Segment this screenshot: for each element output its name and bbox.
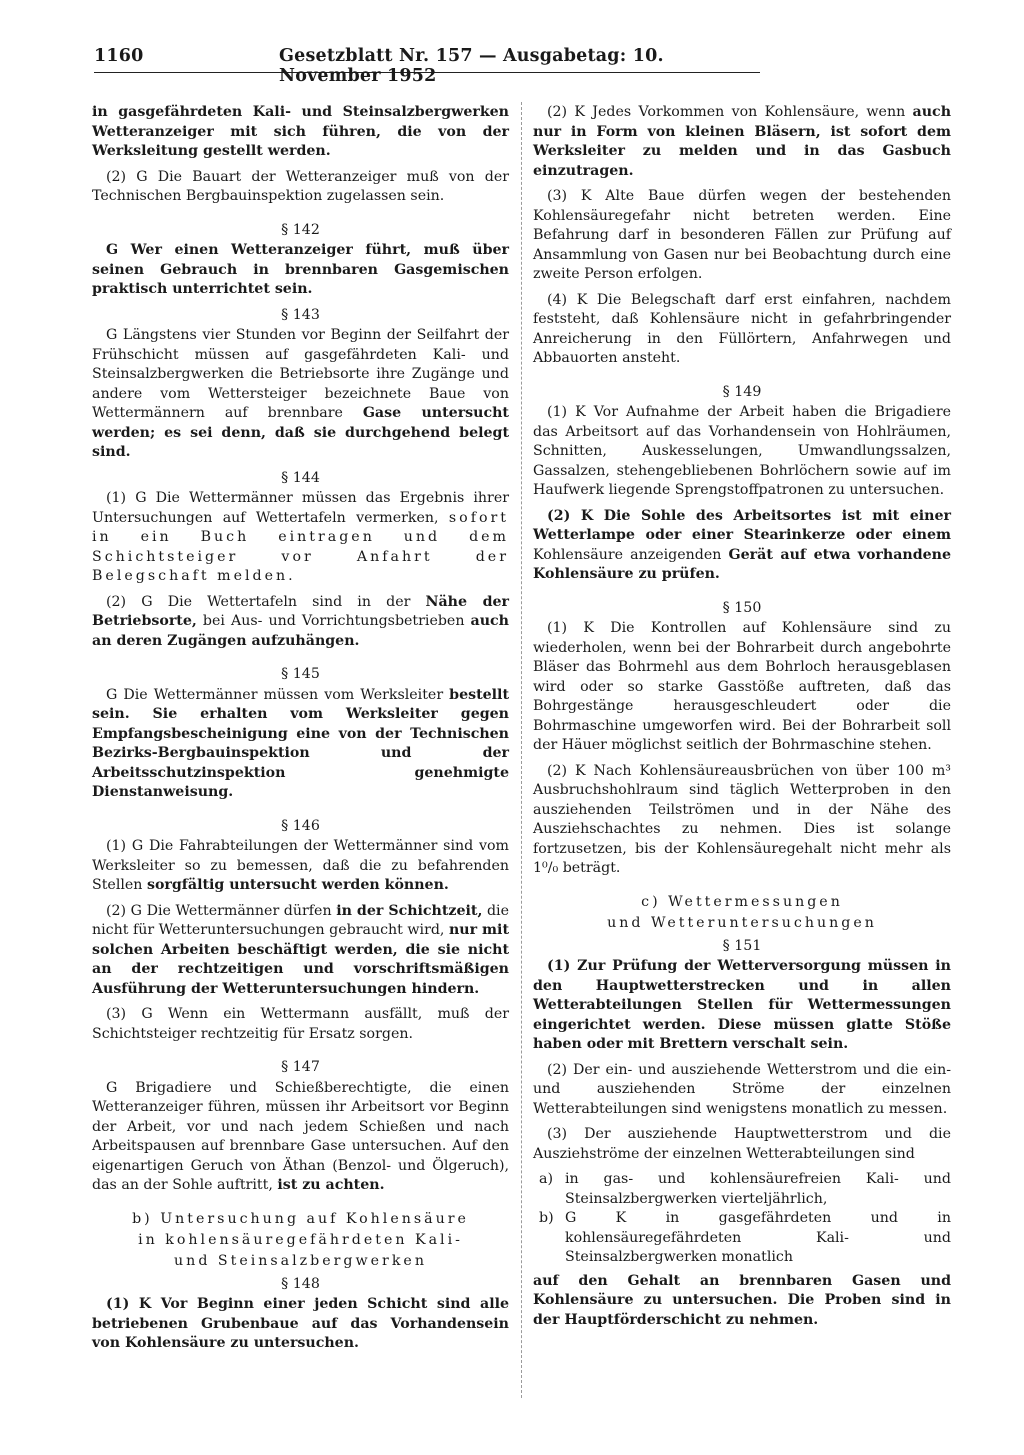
paragraph: in gasgefährdeten Kali- und Steinsalzbergwerken Wetteranzeiger mit sich führen, die von der Werksleitung gestellt werden. — [92, 104, 509, 159]
text-run: ist zu achten. — [277, 1177, 385, 1193]
paragraph: (1) Zur Prüfung der Wetterversorgung müssen in den Hauptwetterstrecken und in allen Wetterabteilungen Stellen für Wettermessungen eingerichtet werden. Diese müssen glatte Stöße haben oder mit Brettern verschalt sein. — [533, 958, 951, 1052]
paragraph: (3) G Wenn ein Wettermann ausfällt, muß der Schichtsteiger rechtzeitig für Ersatz sorgen. — [92, 1006, 509, 1042]
section-heading: § 147 — [281, 1059, 320, 1075]
text-run: in der Schichtzeit, — [336, 902, 483, 919]
subsection-heading: und Wetteruntersuchungen — [607, 914, 877, 931]
text-run: (1) G Die Wettermänner müssen das Ergebnis ihrer Untersuchungen auf Wettertafeln vermerken, — [92, 490, 509, 526]
text-run: G Längstens vier Stunden vor Beginn der Seilfahrt der Frühschicht müssen auf gasgefährdeten Kali- und Steinsalzbergwerken die Betriebsorte ihre Zugänge und andere vom Wettersteiger bezeichnete Baue von Wettermännern auf brennbare — [92, 327, 509, 421]
section-heading: § 146 — [281, 817, 320, 834]
list-item-label: b) — [539, 1210, 554, 1226]
left-column — [92, 103, 509, 1360]
paragraph — [533, 1061, 951, 1120]
text-run: sorgfältig untersucht werden können. — [146, 877, 449, 893]
text-run: (2) G Die Wettermänner dürfen — [106, 902, 332, 919]
text-run: bei Aus- und Vorrichtungsbetrieben — [202, 613, 465, 629]
text-run: (2) G Die Wettertafeln sind in der — [106, 593, 411, 610]
list-item — [533, 1170, 951, 1209]
text-run: G Brigadiere und Schießberechtigte, die einen Wetteranzeiger führen, müssen ihr Arbeitsort vor Beginn der Arbeit, vor und nach jedem Schießen und nach Arbeitspausen auf brennbare Gase untersuchen. Auf den eigenartigen Geruch von Äthan (Benzol- und Ölgeruch), das an der Sohle auftritt, — [92, 1079, 509, 1193]
text-run: Kohlensäure anzeigenden — [533, 546, 722, 563]
text-run: auch nur in Form von kleinen Bläsern, ist sofort dem Werksleiter zu melden und in das Gasbuch einzutragen. — [533, 104, 952, 179]
text-run: bestellt sein. Sie erhalten vom Werksleiter gegen Empfangsbescheinigung eine von der Technischen Bezirks-Bergbauinspektion und der Arbeitsschutzinspektion genehmigte Dienstanweisung. — [92, 686, 510, 800]
right-column — [533, 103, 951, 1336]
gazette-title: Gesetzblatt Nr. 157 — Ausgabetag: 10. November 1952 — [279, 46, 664, 86]
text-run: (2) K Jedes Vorkommen von Kohlensäure, wenn — [547, 104, 906, 120]
text-run: auch an deren Zugängen aufzuhängen. — [92, 613, 509, 649]
paragraph: (3) K Alte Baue dürfen wegen der bestehenden Kohlensäuregefahr nicht betreten werden. Eine Befahrung darf in besonderen Fällen zur Prüfung auf Ansammlung von Gasen nur bei Beobachtung durch eine zweite Person erfolgen. — [533, 188, 951, 282]
paragraph: G Wer einen Wetteranzeiger führt, muß über seinen Gebrauch in brennbaren Gasgemischen praktisch unterrichtet sein. — [92, 242, 509, 297]
section-heading: § 149 — [722, 383, 762, 400]
list-item — [533, 1209, 951, 1268]
section-heading: § 145 — [281, 666, 320, 682]
paragraph — [92, 1079, 509, 1196]
paragraph — [92, 686, 509, 803]
paragraph: (3) Der ausziehende Hauptwetterstrom und die Ausziehströme der einzelnen Wetterabteilungen sind — [533, 1126, 951, 1162]
section-heading: § 142 — [281, 221, 320, 238]
paragraph: (2) G Die Bauart der Wetteranzeiger muß von der Technischen Bergbauinspektion zugelassen sein. — [92, 168, 509, 204]
subsection-heading: b) Untersuchung auf Kohlensäure — [132, 1210, 469, 1227]
list-item-text: G K in gasgefährdeten und in kohlensäuregefährdeten Kali- und Steinsalzbergwerken monatlich — [565, 1210, 951, 1265]
section-heading: § 143 — [281, 306, 320, 323]
paragraph — [92, 902, 509, 1000]
paragraph — [92, 489, 509, 587]
enumerated-list — [533, 1170, 951, 1268]
text-run: G Die Wettermänner müssen vom Werksleiter — [106, 686, 444, 703]
list-item-text: in gas- und kohlensäurefreien Kali- und Steinsalzbergwerken vierteljährlich, — [565, 1171, 951, 1207]
subsection-heading: und Steinsalzbergwerken — [174, 1252, 427, 1269]
paragraph: (1) K Vor Beginn einer jeden Schicht sind alle betriebenen Grubenbaue auf das Vorhandensein von Kohlensäure zu untersuchen. — [92, 1296, 509, 1351]
paragraph — [92, 593, 509, 652]
page-header — [94, 44, 760, 86]
subsection-heading: c) Wettermessungen — [641, 893, 843, 910]
text-run: vorhandene Kohlensäure zu prüfen. — [533, 546, 951, 582]
text-run-spaced: sofort in ein Buch eintragen und dem Schichtsteiger vor Anfahrt der Belegschaft melden. — [92, 509, 510, 584]
paragraph: (1) K Vor Aufnahme der Arbeit haben die Brigadiere das Arbeitsort auf das Vorhandensein von Hohlräumen, Schnitten, Auskesselungen, Umwandlungssalzen, Gassalzen, stehengebliebenen Bohrlöchern sowie auf im Haufwerk liegende Sprengstoffpatronen zu untersuchen. — [533, 404, 951, 498]
list-item-label: a) — [539, 1171, 553, 1187]
text-run: Gerät auf etwa — [728, 546, 851, 563]
text-run: Gase untersucht werden; es sei denn, daß sie durchgehend belegt sind. — [92, 405, 509, 460]
text-run: nur mit solchen Arbeiten beschäftigt werden, die sie nicht an der rechtzeitigen und vorschriftsmäßigen Ausführung der Wetteruntersuchungen hindern. — [92, 922, 509, 997]
column-divider — [521, 102, 522, 1398]
page-number: 1160 — [94, 46, 144, 66]
text-run: (1) G Die Fahrabteilungen der Wettermänner sind vom Werksleiter so zu bemessen, daß die zu befahrenden Stellen — [92, 838, 509, 893]
section-heading: § 144 — [281, 469, 320, 486]
paragraph: (4) K Die Belegschaft darf erst einfahren, nachdem feststeht, daß Kohlensäure nicht in gefahrbringender Anreicherung in den Füllörtern, Anfahrwegen und Abbauorten ansteht. — [533, 291, 951, 366]
section-heading: § 151 — [722, 937, 762, 954]
paragraph: (1) K Die Kontrollen auf Kohlensäure sind zu wiederholen, wenn bei der Bohrarbeit durch angebohrte Bläser das Bohrmehl aus dem Bohrloch herausgeblasen wird oder so starke Gasstöße auftreten, daß das Bohrgestänge herausgeschleudert oder die Bohrmaschine umgeworfen wird. Bei der Bohrarbeit soll der Häuer möglichst seitlich der Bohrmaschine stehen. — [533, 620, 951, 753]
text-run: (2) K Die Sohle des Arbeitsortes ist mit einer Wetterlampe oder einer Stearinkerze oder einem — [533, 507, 951, 543]
subsection-heading: in kohlensäuregefährdeten Kali- — [138, 1231, 463, 1248]
text-run: (2) Der ein- und ausziehende Wetterstrom und die ein- und ausziehenden Ströme der einzelnen Wetterabteilungen sind wenigstens monatlich zu messen. — [533, 1061, 951, 1117]
paragraph: (2) K Nach Kohlensäureausbrüchen von über 100 m³ Ausbruchshohlraum sind täglich Wetterproben in den ausziehenden Teilströmen und in der Nähe des Ausziehschachtes zu nehmen. Dies ist solange fortzusetzen, bis der Kohlensäuregehalt nicht mehr als 1⁰/₀ beträgt. — [533, 762, 951, 876]
paragraph — [533, 507, 951, 585]
paragraph — [92, 837, 509, 896]
paragraph: auf den Gehalt an brennbaren Gasen und Kohlensäure zu untersuchen. Die Proben sind in der Hauptförderschicht zu nehmen. — [533, 1272, 951, 1328]
paragraph — [92, 326, 509, 463]
section-heading: § 148 — [281, 1275, 320, 1292]
text-run: die nicht für Wetteruntersuchungen gebraucht wird, — [92, 902, 509, 938]
paragraph — [533, 103, 951, 181]
section-heading: § 150 — [722, 599, 762, 616]
text-run: Nähe der Betriebsorte, — [92, 593, 509, 629]
